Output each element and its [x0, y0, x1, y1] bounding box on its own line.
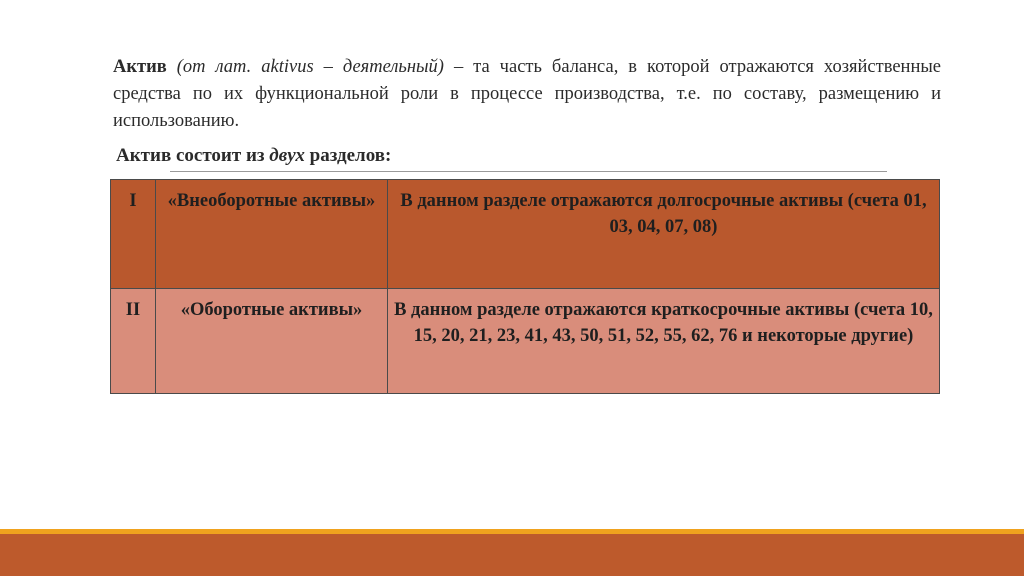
heading-before: Актив состоит из: [116, 145, 270, 166]
section-name: «Оборотные активы»: [156, 289, 388, 394]
sections-heading: [116, 145, 391, 167]
section-number: II: [111, 289, 156, 394]
table-row: [111, 180, 940, 289]
section-description: В данном разделе отражаются долгосрочные активы (счета 01, 03, 04, 07, 08): [388, 180, 940, 289]
etymology-note: (от лат. aktivus – деятельный): [176, 57, 444, 77]
section-description: В данном разделе отражаются краткосрочные активы (счета 10, 15, 20, 21, 23, 41, 43, 50, 51, 52, 55, 62, 76 и некоторые другие): [388, 289, 940, 394]
term-asset: Актив: [113, 57, 167, 77]
intro-paragraph: [113, 54, 941, 135]
table-row: [111, 289, 940, 394]
heading-emphasis: двух: [269, 145, 305, 166]
heading-after: разделов:: [304, 145, 392, 166]
section-number: I: [111, 180, 156, 289]
section-name: «Внеоборотные активы»: [156, 180, 388, 289]
footer-band: [0, 534, 1024, 576]
divider-line: [170, 171, 887, 172]
definition-text: – та часть баланса, в которой отражаются хозяйственные средства по их функциональной роли в процессе производства, т.е. по составу, размещению и использованию.: [113, 57, 941, 131]
sections-table: [110, 179, 940, 394]
